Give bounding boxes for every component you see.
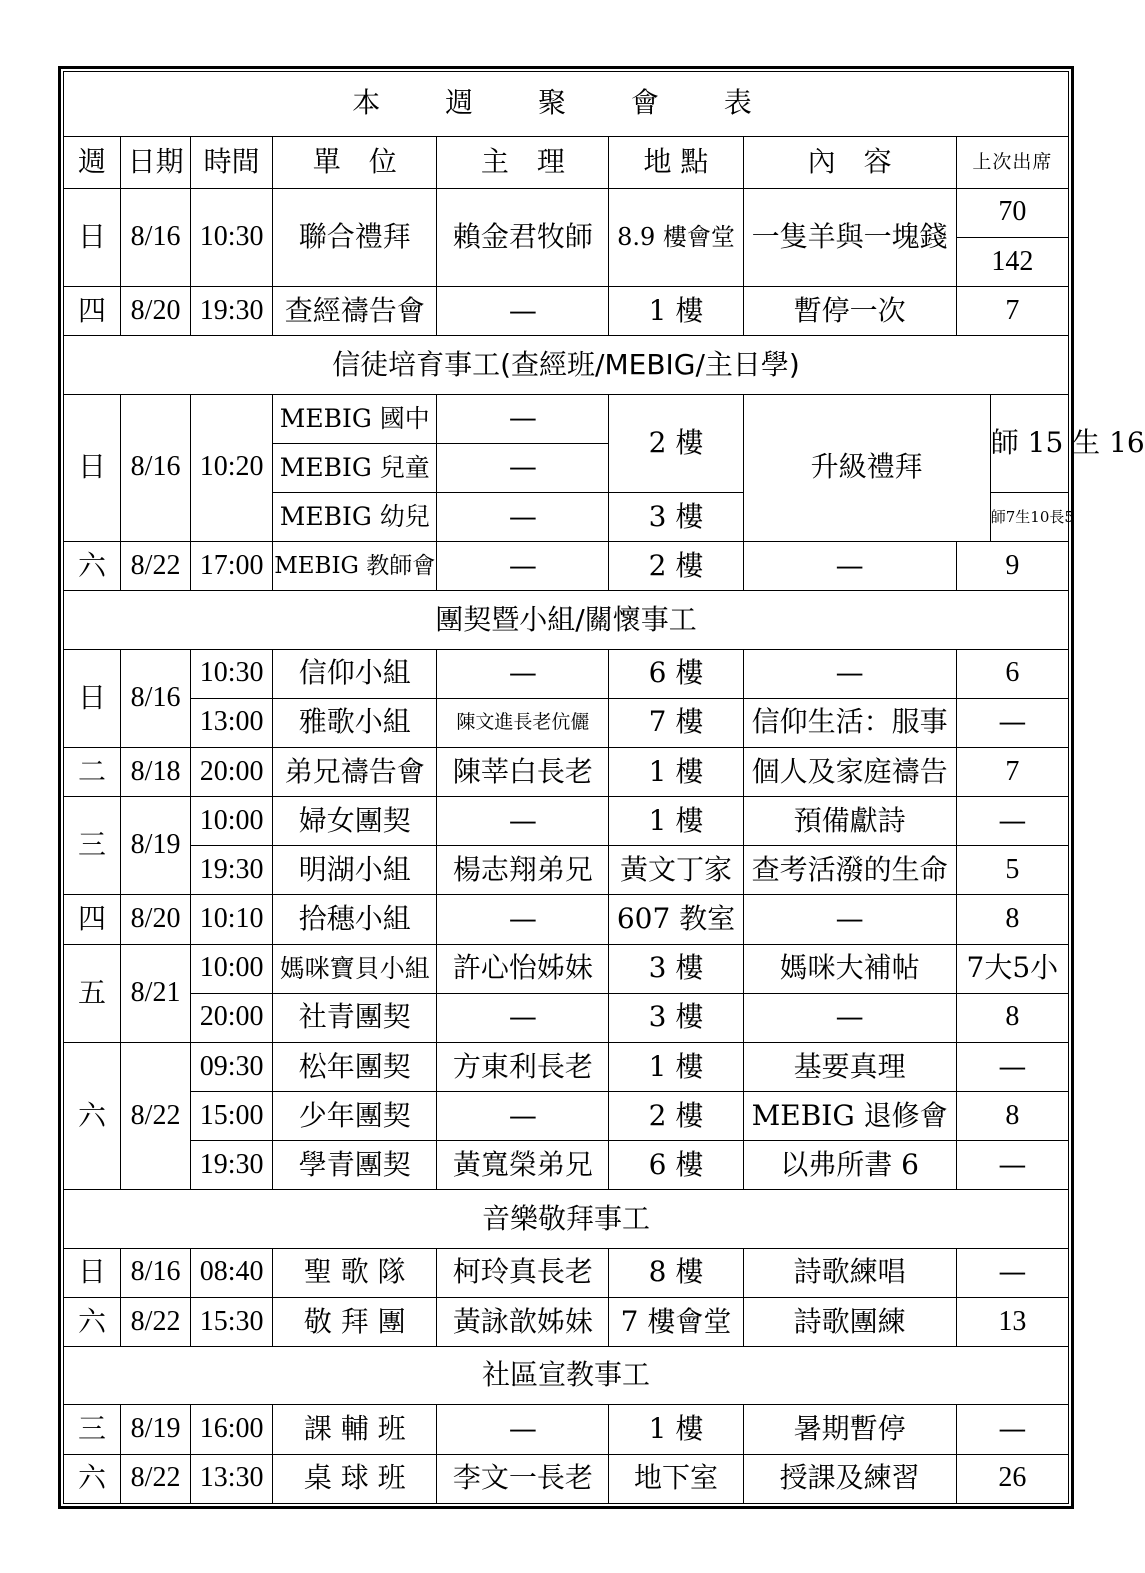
row-host: — [437,895,609,944]
row-host: — [437,649,609,698]
row-content: 個人及家庭禱告 [743,747,956,796]
row-date: 8/16 [121,394,191,541]
section-title: 社區宣教事工 [64,1347,1069,1405]
row-place: 黃文丁家 [609,846,743,895]
row-time: 20:00 [191,993,273,1042]
header-content: 內 容 [743,136,956,188]
row-date: 8/21 [121,944,191,1042]
row-content: 詩歌練唱 [743,1248,956,1297]
row-day: 六 [64,542,121,591]
row-attendance: — [956,1405,1068,1454]
row-content: 暑期暫停 [743,1405,956,1454]
row-place: 607 教室 [609,895,743,944]
row-place: 3 樓 [609,944,743,993]
row-time: 15:30 [191,1297,273,1346]
row-time: 10:20 [191,394,273,541]
row-date: 8/20 [121,287,191,336]
row-content: 詩歌團練 [743,1297,956,1346]
row-attendance: 6 [956,649,1068,698]
row-day: 六 [64,1042,121,1189]
row-host: — [437,443,609,492]
row-attendance: 7 [956,747,1068,796]
row-host: — [437,287,609,336]
row-content: 一隻羊與一塊錢 [743,188,956,286]
row-time: 19:30 [191,846,273,895]
row-attendance: 142 [956,237,1068,286]
table-row [64,542,1069,591]
row-day: 四 [64,895,121,944]
header-attendance: 上次出席 [956,136,1068,188]
row-content: 以弗所書 6 [743,1141,956,1190]
table-row [64,1141,1069,1190]
row-host: — [437,394,609,443]
row-date: 8/20 [121,895,191,944]
row-content: 媽咪大補帖 [743,944,956,993]
row-host: 黃詠歆姊妹 [437,1297,609,1346]
schedule-frame [58,66,1145,1509]
weekly-schedule-table [63,71,1145,1504]
row-unit: 敬 拜 團 [273,1297,437,1346]
row-place: 1 樓 [609,1042,743,1091]
row-day: 日 [64,1248,121,1297]
row-host: 許心怡姊妹 [437,944,609,993]
table-row [64,1042,1069,1091]
row-day: 四 [64,287,121,336]
row-attendance: 9 [956,542,1068,591]
row-time: 20:00 [191,747,273,796]
row-host: 黃寬榮弟兄 [437,1141,609,1190]
row-date: 8/16 [121,188,191,286]
row-day: 日 [64,394,121,541]
table-row [64,1248,1069,1297]
row-content: — [743,649,956,698]
row-content: — [743,542,956,591]
row-content: 基要真理 [743,1042,956,1091]
row-date: 8/22 [121,1297,191,1346]
row-time: 13:00 [191,698,273,747]
row-host: 陳莘白長老 [437,747,609,796]
row-date: 8/22 [121,542,191,591]
row-unit: 媽咪寶貝小組 [273,944,437,993]
row-day: 三 [64,1405,121,1454]
section-title: 團契暨小組/關懷事工 [64,591,1069,649]
table-row [64,993,1069,1042]
row-host: — [437,993,609,1042]
row-content: 授課及練習 [743,1454,956,1503]
table-row [64,1405,1069,1454]
header-time: 時間 [191,136,273,188]
row-place: 7 樓會堂 [609,1297,743,1346]
row-time: 10:30 [191,649,273,698]
row-place: 1 樓 [609,1405,743,1454]
row-host: 柯玲真長老 [437,1248,609,1297]
row-time: 19:30 [191,287,273,336]
row-place: 2 樓 [609,394,743,492]
row-attendance: 5 [956,846,1068,895]
row-place: 1 樓 [609,797,743,846]
row-place: 地下室 [609,1454,743,1503]
table-row [64,188,1069,237]
row-day: 六 [64,1454,121,1503]
page-title: 本 週 聚 會 表 [64,72,1069,137]
row-unit: 查經禱告會 [273,287,437,336]
row-unit: 拾穗小組 [273,895,437,944]
row-content: 暫停一次 [743,287,956,336]
row-unit: 課 輔 班 [273,1405,437,1454]
row-unit: 弟兄禱告會 [273,747,437,796]
row-attendance: — [956,1248,1068,1297]
row-unit: 婦女團契 [273,797,437,846]
row-place: 2 樓 [609,1092,743,1141]
row-place: 7 樓 [609,698,743,747]
row-place: 2 樓 [609,542,743,591]
row-date: 8/16 [121,649,191,747]
row-attendance: 70 [956,188,1068,237]
row-unit: 聯合禮拜 [273,188,437,286]
table-row [64,1092,1069,1141]
row-unit: 學青團契 [273,1141,437,1190]
row-host: 陳文進長老伉儷 [437,698,609,747]
row-time: 17:00 [191,542,273,591]
row-content: 信仰生活：服事 [743,698,956,747]
row-time: 19:30 [191,1141,273,1190]
row-content: — [743,895,956,944]
table-row [64,698,1069,747]
row-unit: MEBIG 兒童 [273,443,437,492]
row-date: 8/22 [121,1454,191,1503]
row-unit: 少年團契 [273,1092,437,1141]
row-host: 李文一長老 [437,1454,609,1503]
row-time: 10:00 [191,944,273,993]
row-attendance: 7大5小 [956,944,1068,993]
row-unit: 松年團契 [273,1042,437,1091]
row-day: 五 [64,944,121,1042]
row-attendance: 師7生10長5 [990,492,1068,541]
row-time: 09:30 [191,1042,273,1091]
row-host: 賴金君牧師 [437,188,609,286]
row-content: MEBIG 退修會 [743,1092,956,1141]
table-row [64,649,1069,698]
row-day: 日 [64,188,121,286]
header-date: 日期 [121,136,191,188]
row-time: 15:00 [191,1092,273,1141]
row-attendance: 8 [956,895,1068,944]
table-row [64,1297,1069,1346]
row-time: 08:40 [191,1248,273,1297]
header-day: 週 [64,136,121,188]
table-row [64,287,1069,336]
section-title: 信徒培育事工(查經班/MEBIG/主日學) [64,336,1069,394]
row-host: — [437,1092,609,1141]
row-unit: 信仰小組 [273,649,437,698]
row-host: — [437,542,609,591]
row-date: 8/22 [121,1042,191,1189]
row-date: 8/16 [121,1248,191,1297]
row-place: 3 樓 [609,993,743,1042]
row-host: — [437,797,609,846]
row-attendance: 8 [956,1092,1068,1141]
row-day: 三 [64,797,121,895]
row-unit: 社青團契 [273,993,437,1042]
row-time: 10:00 [191,797,273,846]
row-place: 1 樓 [609,287,743,336]
table-row [64,394,1069,443]
row-attendance: — [956,1042,1068,1091]
row-day: 二 [64,747,121,796]
row-place: 1 樓 [609,747,743,796]
row-attendance: 13 [956,1297,1068,1346]
row-place: 8 樓 [609,1248,743,1297]
row-host: 楊志翔弟兄 [437,846,609,895]
row-content: 預備獻詩 [743,797,956,846]
row-attendance: 師 15 生 16 [990,394,1068,492]
row-unit: 雅歌小組 [273,698,437,747]
row-host: — [437,1405,609,1454]
row-place: 6 樓 [609,1141,743,1190]
table-row [64,747,1069,796]
row-date: 8/19 [121,797,191,895]
row-host: — [437,492,609,541]
row-attendance: — [956,1141,1068,1190]
row-unit: 桌 球 班 [273,1454,437,1503]
row-day: 六 [64,1297,121,1346]
row-time: 10:30 [191,188,273,286]
row-attendance: — [956,698,1068,747]
row-unit: MEBIG 幼兒 [273,492,437,541]
row-date: 8/18 [121,747,191,796]
table-row [64,895,1069,944]
row-place: 3 樓 [609,492,743,541]
row-unit: 明湖小組 [273,846,437,895]
row-attendance: 7 [956,287,1068,336]
table-row [64,1454,1069,1503]
header-unit: 單 位 [273,136,437,188]
row-place: 6 樓 [609,649,743,698]
table-row [64,846,1069,895]
header-row [64,136,1069,188]
row-place: 8.9 樓會堂 [609,188,743,286]
row-time: 13:30 [191,1454,273,1503]
row-host: 方東利長老 [437,1042,609,1091]
row-date: 8/19 [121,1405,191,1454]
row-day: 日 [64,649,121,747]
row-unit: 聖 歌 隊 [273,1248,437,1297]
row-content: 升級禮拜 [743,394,990,541]
section-title: 音樂敬拜事工 [64,1190,1069,1248]
row-attendance: 26 [956,1454,1068,1503]
row-content: 查考活潑的生命 [743,846,956,895]
row-unit: MEBIG 教師會 [273,542,437,591]
header-place: 地 點 [609,136,743,188]
row-time: 16:00 [191,1405,273,1454]
row-unit: MEBIG 國中 [273,394,437,443]
row-time: 10:10 [191,895,273,944]
table-row [64,797,1069,846]
row-content: — [743,993,956,1042]
row-attendance: 8 [956,993,1068,1042]
table-row [64,944,1069,993]
header-host: 主 理 [437,136,609,188]
row-attendance: — [956,797,1068,846]
